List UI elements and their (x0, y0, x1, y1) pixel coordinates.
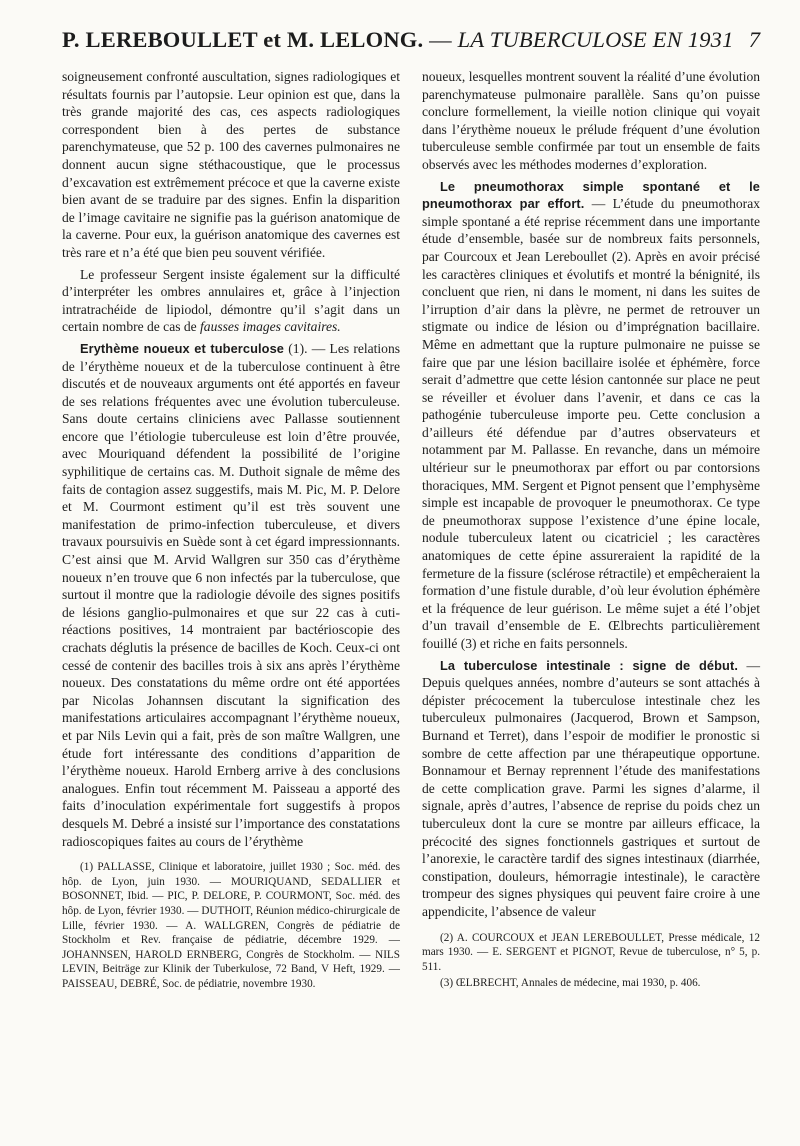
section-heading: Erythème noueux et tuberculose (80, 340, 285, 356)
paragraph: soigneusement confronté auscultation, signes radiologiques et résultats fournis par l’autopsie. Leur opinion est que, dans la très grande majorité des cas, ces aspects radiologiques correspondent bien à des pertes de substance parenchymateuse, que 52 p. 100 des cavernes pulmonaires ne donnent aucun signe stéthacoustique, que le processus d’excavation est extrêmement précoce et que la caverne existe bien avant de se traduire par des signes. Enfin la disparition de l’image cavitaire ne signifie pas la guérison anatomique de la caverne. Pour eux, la guérison anatomique des cavernes est très rare et n’a été que bien peu souvent vérifiée. (62, 69, 400, 260)
paragraph-text: Le professeur Sergent insiste également sur la difficulté d’interpréter les ombres annulaires et, grâce à l’injection intratrachéide de lipiodol, démontre qu’il s’agit dans un certain nombre de cas de (62, 266, 400, 335)
header-separator: — (423, 27, 458, 52)
section-paragraph (422, 178, 760, 653)
footnotes (62, 860, 400, 991)
footnotes (422, 931, 760, 991)
left-column (62, 68, 400, 991)
section-heading: Le pneumothorax simple spontané et le pneumothorax par effort. (422, 178, 760, 212)
right-column (422, 68, 760, 991)
running-header (62, 26, 760, 54)
page-number: 7 (748, 27, 760, 52)
footnote: (1) PALLASSE, Clinique et laboratoire, juillet 1930 ; Soc. méd. des hôp. de Lyon, juin 1930. — MOURIQUAND, SEDALLIER et BOSONNET, Ibid. — PIC, P. DELORE, P. COURMONT, Soc. méd. des hôp. de Lyon, février 1930. — DUTHOIT, Réunion médico-chirurgicale de Lille, février 1930. — A. WALLGREN, Congrès de pédiatrie de Stockholm et Rev. française de pédiatrie, décembre 1929. — JOHANNSEN, HAROLD ERNBERG, Congrès de Stockholm. — NILS LEVIN, Beiträge zur Klinik der Tuberkulose, 72 Band, V Heft, 1929. — PAISSEAU, DEBRÉ, Soc. de pédiatrie, novembre 1930. (62, 861, 400, 990)
paragraph (62, 266, 400, 336)
header-title: LA TUBERCULOSE EN 1931 (457, 27, 734, 52)
paragraph: noueux, lesquelles montrent souvent la réalité d’une évolution parenchymateuse pulmonaire parallèle. Sans qu’on puisse conclure formellement, la vieille notion clinique qui voyait dans l’érythème noueux le prélude fréquent d’une évolution tuberculeuse semble confirmée par tout un ensemble de faits observés avec les méthodes modernes d’exploration. (422, 69, 760, 172)
two-column-body (62, 68, 760, 991)
header-authors: P. LEREBOULLET et M. LELONG. (62, 27, 424, 52)
paragraph-text: — L’étude du pneumothorax simple spontané a été reprise récemment dans une importante étude d’ensemble, basée sur de nombreux faits personnels, par Courcoux et Jean Lereboullet (2). Après en avoir précisé les caractères cliniques et évolutifs et montré la bénignité, ils concluent que rien, ni dans le moment, ni dans les suites de l’irruption d’air dans la plèvre, ne permet de retrouver un stigmate ou indice de lésion ou d’imprégnation bacillaire. Même en admettant que la rupture pulmonaire ne puisse se faire que par une lésion bacillaire isolée et éphémère, force serait d’admettre que cette lésion cantonnée sur place ne peut se réveiller et évoluer dans l’avenir, et dans ce cas la pathogénie tuberculeuse importe peu. Cette conclusion a d’ailleurs été défendue par d’autres observateurs et notamment par M. Pallasse. En revanche, dans un mémoire ultérieur sur le pneumothorax par effort ou par contorsions thoraciques, MM. Sergent et Pignot pensent que l’emphysème simple est incapable de provoquer le pneumothorax. Ce type de pneumothorax suppose l’existence d’une épine locale, nodule tuberculeux latent ou cicatriciel ; les caractères anatomiques de cette épine assureraient la rapidité de la fermeture de la fissure (sclérose rétractile) et empêcheraient la formation d’une fistule durable, d’où leur évolution éphémère et la fréquence de leur guérison. Le même sujet a été l’objet d’un travail d’ensemble de E. Œlbrechts particulièrement fouillé (3) et riche en faits personnels. (422, 196, 760, 651)
italic-phrase: fausses images cavitaires. (200, 319, 341, 335)
footnote: (3) ŒLBRECHT, Annales de médecine, mai 1930, p. 406. (440, 977, 701, 990)
paragraph-text: — Depuis quelques années, nombre d’auteurs se sont attachés à dépister précocement la tuberculose intestinale chez les tuberculeux pulmonaires (Jacquerod, Brown et Sampson, Burnand et Terret), dans l’espoir de modifier le pronostic si sombre de cette affection par une thérapeutique opportune. Bonnamour et Bernay reprennent l’étude des manifestations de cette complication grave. Parmi les signes d’alarme, il signale, après d’autres, l’absence de reprise du poids chez un tuberculeux dont la cure se montre par ailleurs efficace, la précocité des signes fonctionnels gastriques et surtout de l’anorexie, le caractère tardif des signes intestinaux (diarrhée, constipation, douleurs, hémorragie intestinale), le caractère trompeur des signes physiques qui peuvent faire croire à une appendicite, l’absence de valeur (422, 657, 760, 919)
section-heading: La tuberculose intestinale : signe de début. (440, 657, 738, 673)
paragraph-text: (1). — Les relations de l’érythème noueux et de la tuberculose continuent à être discutés et de nouveaux arguments ont été apportés en faveur de ses relations fréquentes avec une évolution tuberculeuse. Sans doute certains cliniciens avec Pallasse soutiennent encore que l’étiologie tuberculeuse est loin d’être prouvée, avec Mouriquand défendent la possibilité de l’origine syphilitique de certains cas. M. Duthoit signale de même des faits de contagion assez suggestifs, mais M. Pic, M. P. Delore et M. Courmont estiment qu’il est très souvent une manifestation de primo-infection tuberculeuse, et divers travaux poursuivis en Suède sont à cet égard impressionnants. C’est ainsi que M. Arvid Wallgren sur 350 cas d’érythème noueux n’en trouve que 6 non infectés par la tuberculose, que surtout il montre que la radiologie dévoile des signes positifs de lésions ganglio-pulmonaires et que sur 22 cas à cuti-réactions positives, 14 montraient par bactérioscopie des crachats déglutis la présence de bacilles de Koch. Ceux-ci ont cessé de contenir des bacilles trois à six ans après l’érythème noueux. Des constatations du même ordre ont été apportées par Nicolas Johannsen discutant la signification des manifestations articulaires accompagnant l’érythème noueux, et par Nils Levin qui a fait, près de son maître Wallgren, une étude fort intéressante des conditions d’apparition de l’érythème noueux. Harold Ernberg arrive à des conclusions analogues. Enfin tout récemment M. Paisseau a apporté des faits d’inoculation expérimentale fort suggestifs à propos desquels M. Debré a insisté sur l’importance des constatations radioscopiques faites au cours de l’érythème (62, 340, 401, 849)
header-left (62, 26, 734, 54)
section-paragraph (422, 657, 760, 921)
section-paragraph (62, 340, 400, 850)
footnote: (2) A. COURCOUX et JEAN LEREBOULLET, Presse médicale, 12 mars 1930. — E. SERGENT et PIGNOT, Revue de tuberculose, n° 5, p. 511. (422, 931, 760, 973)
